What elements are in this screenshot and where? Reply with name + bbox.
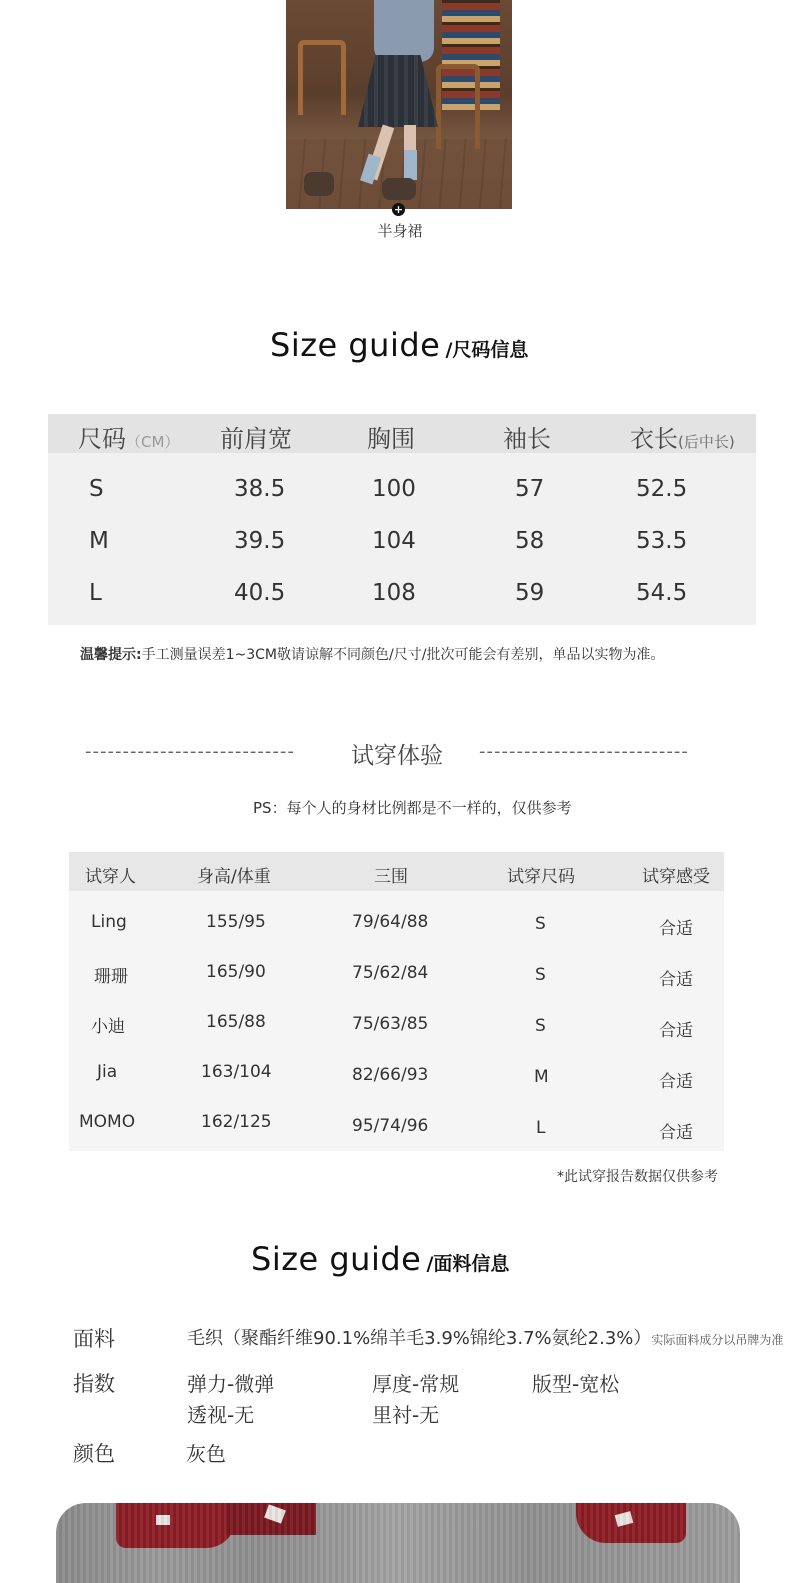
fabric-guide-title: Size guide [251,1240,422,1278]
try-on-note: *此试穿报告数据仅供参考 [557,1169,718,1185]
divider-left: ---------------------------- [85,741,295,762]
size-cell: S [89,476,104,502]
size-table [48,414,756,625]
header-length: 衣长(后中长) [630,425,735,453]
sleeve-cell: 58 [515,528,545,554]
header-sleeve: 袖长 [503,425,551,453]
fabric-guide-heading [251,1240,509,1278]
length-cell: 54.5 [636,580,688,606]
photo-caption: 半身裙 [377,222,423,240]
transparency-value: 透视-无 [187,1403,255,1427]
try-on-ps: PS：每个人的身材比例都是不一样的，仅供参考 [253,799,572,817]
shoulder-cell: 38.5 [234,476,286,502]
size-cell: L [89,580,102,606]
bust-cell: 108 [372,580,416,606]
divider-right: ---------------------------- [479,741,689,762]
tester-name: MOMO [79,1112,136,1132]
tip-text: 手工测量误差1~3CM敬请谅解不同颜色/尺寸/批次可能会有差别，单品以实物为准。 [141,647,665,663]
thickness-value: 厚度-常规 [372,1372,460,1396]
header-height-weight: 身高/体重 [197,867,271,887]
header-tester: 试穿人 [85,867,136,887]
try-on-title: 试穿体验 [351,743,443,769]
bust-cell: 100 [372,476,416,502]
size-guide-title: Size guide [270,326,441,364]
bust-cell: 104 [372,528,416,554]
fabric-guide-subtitle: /面料信息 [426,1253,510,1275]
shoulder-cell: 39.5 [234,528,286,554]
header-size: 尺码（CM） [78,425,180,453]
measurements: 75/63/85 [352,1014,429,1034]
size-guide-subtitle: /尺码信息 [445,339,529,361]
lining-value: 里衬-无 [372,1403,440,1427]
header-measurements: 三围 [374,867,408,887]
material-value: 毛织（聚酯纤维90.1%绵羊毛3.9%锦纶3.7%氨纶2.3%）实际面料成分以吊牌为准 [187,1328,784,1349]
fabric-swatch-image [56,1503,740,1583]
tester-name: Ling [91,912,127,932]
header-try-size: 试穿尺码 [507,867,575,887]
length-cell: 52.5 [636,476,688,502]
try-size: S [535,914,546,934]
size-guide-heading [270,326,528,364]
sleeve-cell: 59 [515,580,545,606]
tester-name: Jia [97,1062,118,1082]
sleeve-cell: 57 [515,476,545,502]
measurement-tip [80,644,664,664]
tester-name: 小迪 [91,1017,125,1037]
fit-feeling: 合适 [659,919,693,939]
try-size: S [535,1016,546,1036]
height-weight: 162/125 [201,1112,272,1132]
color-label: 颜色 [73,1442,115,1466]
product-photo [286,0,512,209]
height-weight: 165/90 [206,962,266,982]
try-size: M [534,1067,549,1087]
height-weight: 165/88 [206,1012,266,1032]
header-shoulder: 前肩宽 [220,425,292,453]
fit-value: 版型-宽松 [532,1372,620,1396]
shoulder-cell: 40.5 [234,580,286,606]
measurements: 82/66/93 [352,1065,429,1085]
header-bust: 胸围 [367,425,415,453]
size-cell: M [89,528,109,554]
header-feeling: 试穿感受 [642,867,710,887]
plus-icon[interactable]: + [393,203,404,216]
material-note: 实际面料成分以吊牌为准 [651,1333,784,1347]
measurements: 75/62/84 [352,963,429,983]
try-size: S [535,965,546,985]
height-weight: 163/104 [201,1062,272,1082]
fit-feeling: 合适 [659,970,693,990]
try-size: L [536,1118,546,1138]
fit-feeling: 合适 [659,1123,693,1143]
material-label: 面料 [73,1327,115,1351]
tester-name: 珊珊 [94,967,128,987]
try-on-table [69,852,724,1151]
fit-feeling: 合适 [659,1072,693,1092]
color-value: 灰色 [186,1442,226,1466]
length-cell: 53.5 [636,528,688,554]
tip-label: 温馨提示: [80,647,142,663]
height-weight: 155/95 [206,912,266,932]
elasticity-value: 弹力-微弹 [187,1372,275,1396]
fit-feeling: 合适 [659,1021,693,1041]
measurements: 79/64/88 [352,912,429,932]
index-label: 指数 [73,1372,115,1396]
measurements: 95/74/96 [352,1116,429,1136]
